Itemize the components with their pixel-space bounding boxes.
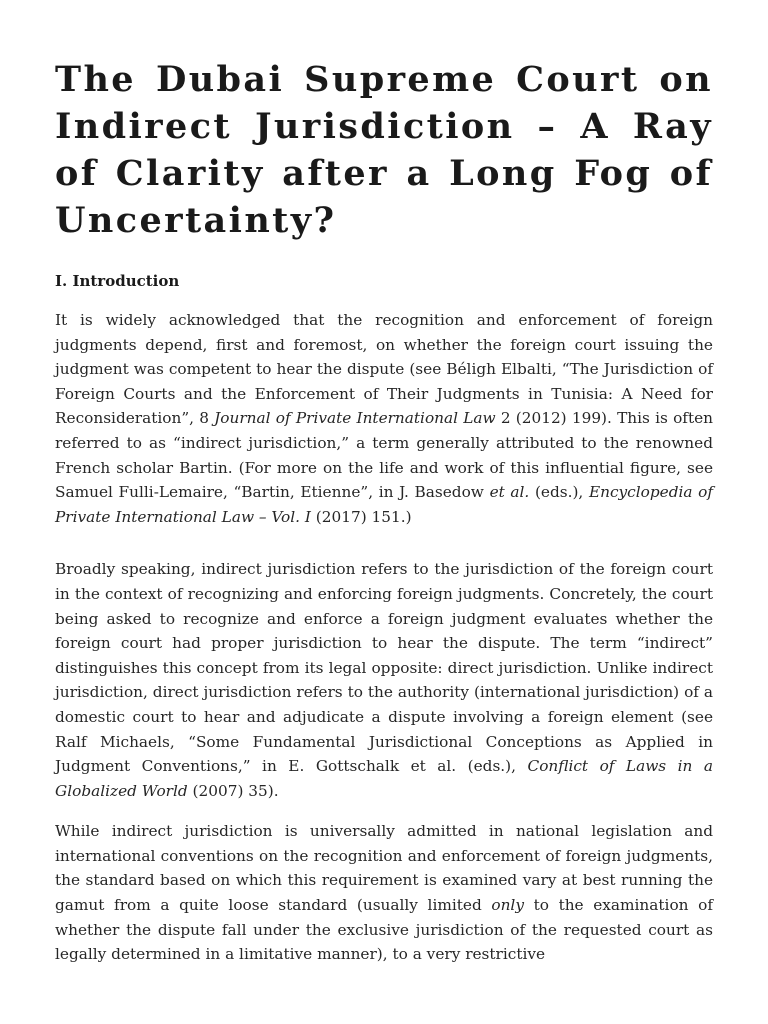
paragraph-3-text-1: While indirect jurisdiction is universally admitted in national legislation and international conventions on the recognition and enforcement of foreign judgments, the standard based on which this requirement is examined vary at best running the gamut from a quite loose standard (usually limited <box>55 822 713 915</box>
paragraph-1 <box>55 308 713 529</box>
article-title: The Dubai Supreme Court on Indirect Jurisdiction – A Ray of Clarity after a Long Fog of Uncertainty? <box>55 59 713 241</box>
paragraph-1-text-3: (eds.), <box>529 483 589 502</box>
paragraph-1-text-2: 2 (2012) 199). This is often referred to as “indirect jurisdiction,” a term generally attributed to the renowned French scholar Bartin. (For more on the life and work of this influential figure, see Samuel Fulli-Lemaire, “Bartin, Etienne”, in J. Basedow <box>55 409 713 502</box>
only-italic: only <box>491 896 524 915</box>
encyclopedia-title-italic: Encyclopedia of Private International Law – Vol. I <box>55 483 714 526</box>
paragraph-2-text-1: Broadly speaking, indirect jurisdiction refers to the jurisdiction of the foreign court in the context of recognizing and enforcing foreign judgments. Concretely, the court being asked to recognize and enforce a foreign judgment evaluates whether the foreign court had proper jurisdiction to hear the dispute. The term “indirect” distinguishes this concept from its legal opposite: direct jurisdiction. Unlike indirect jurisdiction, direct jurisdiction refers to the authority (international jurisdiction) of a domestic court to hear and adjudicate a dispute involving a foreign element (see Ralf Michaels, “Some Fundamental Jurisdictional Conceptions as Applied in Judgment Conventions,” in E. Gottschalk et al. (eds.), <box>55 560 713 776</box>
paragraph-2-text-2: (2007) 35). <box>187 781 279 800</box>
article <box>55 56 713 967</box>
paragraph-3 <box>55 819 713 967</box>
journal-title-italic: Journal of Private International Law <box>214 409 496 428</box>
section-heading: I. Introduction <box>55 272 180 290</box>
et-al-italic: et al. <box>489 483 530 502</box>
paragraph-1-text-4: (2017) 151.) <box>310 507 412 526</box>
paragraph-3-text-2: to the examination of whether the dispute fall under the exclusive jurisdiction of the requested court as legally determined in a limitative manner), to a very restrictive <box>55 896 713 964</box>
book-title-italic: Conflict of Laws in a Globalized World <box>55 757 714 800</box>
paragraph-1-text-1: It is widely acknowledged that the recognition and enforcement of foreign judgments depend, first and foremost, on whether the foreign court issuing the judgment was competent to hear the dispute (see Béligh Elbalti, “The Jurisdiction of Foreign Courts and the Enforcement of Their Judgments in Tunisia: A Need for Reconsideration”, 8 <box>55 311 713 428</box>
paragraph-2 <box>55 557 713 803</box>
